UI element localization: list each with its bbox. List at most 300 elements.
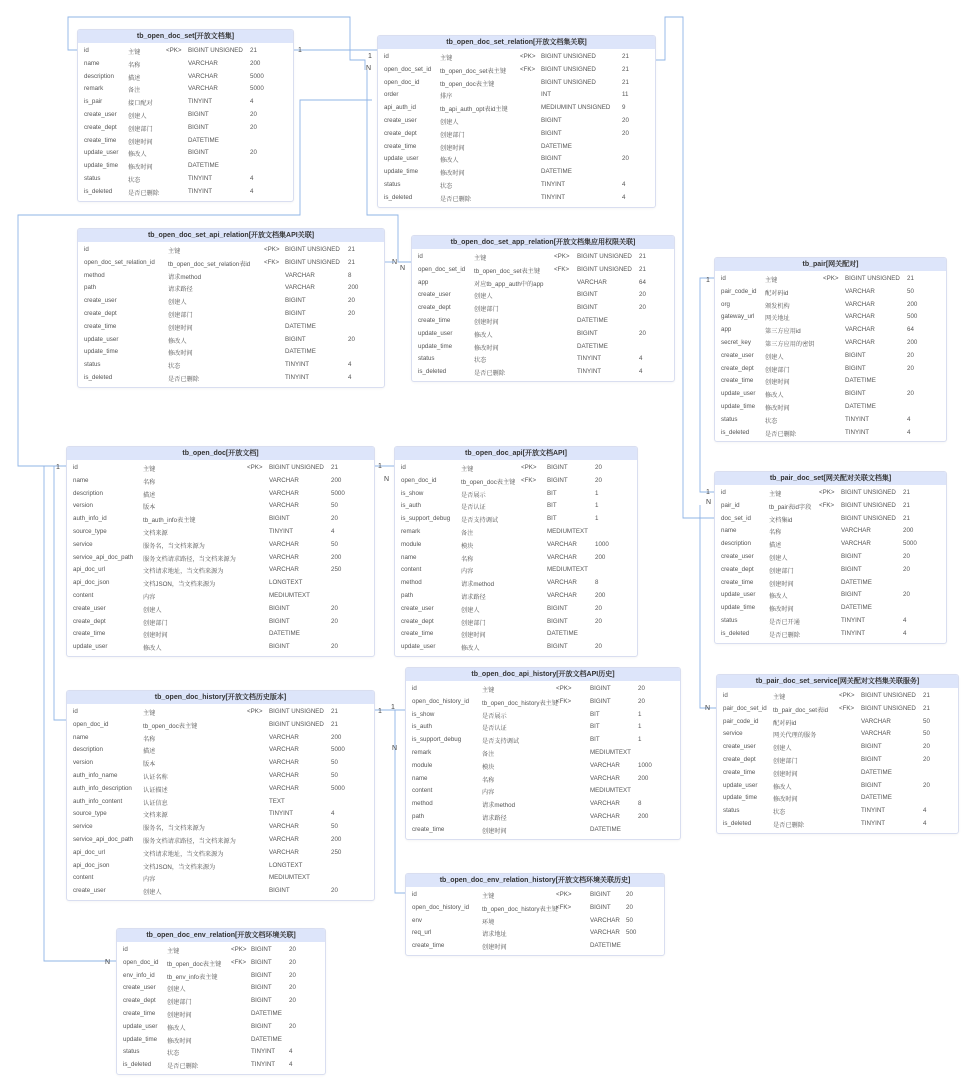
column-name: create_dept bbox=[723, 755, 756, 763]
column-length: 5000 bbox=[250, 85, 264, 93]
column-name: path bbox=[412, 812, 425, 820]
column-length: 4 bbox=[903, 629, 907, 637]
column-length: 20 bbox=[907, 351, 914, 359]
column-name: description bbox=[721, 540, 751, 548]
column-type: DATETIME bbox=[845, 377, 876, 385]
column-type: TINYINT bbox=[269, 810, 294, 818]
column-row bbox=[395, 564, 637, 577]
column-length: 9 bbox=[622, 104, 626, 112]
entity-title: tb_pair[网关配对] bbox=[715, 258, 946, 271]
column-name: create_time bbox=[123, 1009, 156, 1017]
column-row bbox=[406, 824, 680, 837]
column-name: version bbox=[73, 502, 93, 510]
column-length: 1 bbox=[595, 515, 599, 523]
column-comment: 内容 bbox=[143, 876, 156, 884]
column-row bbox=[117, 1008, 325, 1021]
column-type: TINYINT bbox=[577, 368, 602, 376]
column-name: update_user bbox=[84, 149, 119, 157]
column-length: 50 bbox=[331, 502, 338, 510]
column-key: <PK> bbox=[166, 47, 182, 54]
column-type: DATETIME bbox=[188, 136, 219, 144]
column-comment: 主键 bbox=[167, 948, 180, 955]
column-comment: 主键 bbox=[482, 687, 495, 694]
column-length: 20 bbox=[639, 304, 646, 312]
column-length: 20 bbox=[331, 643, 338, 651]
column-length: 20 bbox=[595, 476, 602, 484]
column-name: create_time bbox=[401, 630, 434, 638]
column-type: BIGINT bbox=[541, 129, 562, 137]
column-length: 20 bbox=[250, 149, 257, 157]
column-name: module bbox=[412, 761, 433, 769]
column-length: 20 bbox=[289, 946, 296, 953]
column-name: create_time bbox=[73, 630, 106, 638]
column-row bbox=[412, 264, 674, 277]
entity-t-set[interactable] bbox=[77, 29, 294, 202]
column-comment: 修改人 bbox=[168, 337, 187, 345]
column-name: service_api_doc_path bbox=[73, 553, 134, 561]
column-comment: tb_open_doc表主键 bbox=[167, 960, 222, 968]
column-comment: 文档请求地址，当文档来源为 bbox=[143, 568, 224, 576]
column-length: 50 bbox=[331, 771, 338, 779]
column-key: <FK> bbox=[819, 501, 835, 509]
column-length: 200 bbox=[331, 476, 342, 484]
column-comment: 修改人 bbox=[461, 645, 480, 653]
column-key: <PK> bbox=[819, 489, 835, 496]
column-comment: 主键 bbox=[773, 694, 786, 701]
entity-title: tb_open_doc_api_history[开放文档API历史] bbox=[406, 668, 680, 681]
cardinality-label: 1 bbox=[706, 277, 710, 284]
column-type: VARCHAR bbox=[547, 540, 577, 548]
column-comment: 主键 bbox=[128, 49, 141, 56]
column-comment: 创建部门 bbox=[765, 366, 790, 374]
column-comment: 是否已删除 bbox=[773, 821, 804, 829]
column-name: is_deleted bbox=[384, 193, 413, 201]
column-comment: 是否已删除 bbox=[168, 375, 199, 383]
column-type: BIGINT bbox=[269, 887, 290, 895]
column-name: update_user bbox=[723, 781, 758, 789]
column-name: create_user bbox=[723, 743, 756, 751]
entity-columns bbox=[406, 681, 680, 837]
column-row bbox=[406, 785, 680, 798]
column-row bbox=[67, 475, 374, 488]
column-name: is_auth bbox=[412, 723, 432, 731]
column-name: create_user bbox=[418, 291, 451, 299]
entity-t-api-hist[interactable] bbox=[405, 667, 681, 840]
column-row bbox=[715, 375, 946, 388]
column-type: BIGINT bbox=[590, 697, 611, 705]
entity-t-env-hist[interactable] bbox=[405, 873, 665, 956]
column-length: 20 bbox=[907, 364, 914, 372]
entity-t-set-app[interactable] bbox=[411, 235, 675, 382]
column-comment: 请求地址 bbox=[482, 931, 507, 939]
column-comment: 服务名，当文档来源为 bbox=[143, 825, 205, 833]
column-row bbox=[67, 539, 374, 552]
column-row bbox=[715, 589, 946, 602]
column-type: BIGINT bbox=[541, 155, 562, 163]
column-length: 20 bbox=[639, 291, 646, 299]
column-type: BIGINT bbox=[590, 685, 611, 692]
column-length: 20 bbox=[595, 604, 602, 612]
column-row bbox=[78, 308, 384, 321]
entity-title: tb_open_doc_set_relation[开放文档集关联] bbox=[378, 36, 655, 49]
entity-t-api[interactable] bbox=[394, 446, 638, 657]
column-name: description bbox=[84, 72, 114, 80]
column-name: path bbox=[84, 284, 97, 292]
column-name: create_dept bbox=[73, 617, 106, 625]
column-type: BIGINT bbox=[269, 617, 290, 625]
column-type: VARCHAR bbox=[188, 59, 218, 67]
column-row bbox=[378, 128, 655, 141]
column-type: BIGINT UNSIGNED bbox=[541, 65, 596, 73]
column-type: MEDIUMINT UNSIGNED bbox=[541, 104, 611, 112]
column-row bbox=[117, 957, 325, 970]
column-length: 21 bbox=[622, 53, 629, 60]
entity-t-pair[interactable] bbox=[714, 257, 947, 442]
column-name: module bbox=[401, 540, 422, 548]
column-type: VARCHAR bbox=[269, 733, 299, 741]
column-name: api_doc_json bbox=[73, 579, 110, 587]
column-comment: tb_open_doc_history表主键 bbox=[482, 905, 559, 913]
column-name: method bbox=[412, 800, 433, 808]
column-length: 64 bbox=[639, 278, 646, 286]
column-type: DATETIME bbox=[590, 942, 621, 950]
cardinality-label: 1 bbox=[391, 704, 395, 711]
column-row bbox=[67, 462, 374, 475]
column-type: BIGINT bbox=[251, 997, 272, 1005]
column-type: VARCHAR bbox=[841, 527, 871, 535]
column-type: MEDIUMTEXT bbox=[269, 591, 310, 599]
column-type: TINYINT bbox=[845, 415, 870, 423]
entity-t-pair-set[interactable] bbox=[714, 471, 947, 644]
entity-t-history[interactable] bbox=[66, 690, 375, 901]
column-comment: 状态 bbox=[474, 357, 487, 365]
column-row bbox=[395, 539, 637, 552]
column-name: open_doc_set_id bbox=[384, 65, 432, 73]
column-comment: 修改时间 bbox=[769, 606, 794, 614]
column-length: 1 bbox=[638, 723, 642, 731]
entity-t-set-api[interactable] bbox=[77, 228, 385, 388]
column-comment: 修改人 bbox=[167, 1024, 186, 1032]
column-name: open_doc_id bbox=[123, 958, 159, 966]
column-comment: 网关地址 bbox=[765, 315, 790, 323]
column-name: update_user bbox=[721, 390, 756, 398]
column-length: 50 bbox=[331, 759, 338, 767]
column-row bbox=[715, 286, 946, 299]
column-row bbox=[406, 709, 680, 722]
column-type: DATETIME bbox=[841, 604, 872, 612]
column-length: 20 bbox=[331, 515, 338, 523]
column-name: name bbox=[73, 733, 89, 741]
column-name: is_auth bbox=[401, 502, 421, 510]
column-row bbox=[378, 192, 655, 205]
column-type: BIT bbox=[547, 502, 557, 510]
column-row bbox=[406, 927, 664, 940]
column-comment: 创建人 bbox=[143, 606, 162, 614]
column-comment: tb_open_doc_set表主键 bbox=[440, 67, 507, 75]
column-length: 200 bbox=[907, 338, 918, 346]
column-comment: 是否已删除 bbox=[128, 189, 159, 197]
column-row bbox=[78, 372, 384, 385]
column-row bbox=[715, 337, 946, 350]
column-row bbox=[715, 487, 946, 500]
column-row bbox=[78, 282, 384, 295]
column-name: auth_info_content bbox=[73, 797, 123, 805]
column-length: 200 bbox=[638, 812, 649, 820]
column-type: BIGINT bbox=[577, 291, 598, 299]
column-length: 5000 bbox=[331, 746, 345, 754]
column-length: 5000 bbox=[331, 489, 345, 497]
column-name: open_doc_set_id bbox=[418, 265, 466, 273]
column-length: 4 bbox=[903, 616, 907, 624]
column-comment: 状态 bbox=[765, 417, 778, 425]
column-type: TINYINT bbox=[188, 174, 213, 182]
column-key: <PK> bbox=[264, 246, 280, 253]
column-comment: 颁发机构 bbox=[765, 302, 790, 310]
column-type: VARCHAR bbox=[269, 540, 299, 548]
column-name: is_pair bbox=[84, 98, 103, 106]
column-comment: 文档集id bbox=[769, 516, 793, 524]
column-row bbox=[378, 77, 655, 90]
column-name: update_user bbox=[73, 643, 108, 651]
column-type: TINYINT bbox=[541, 180, 566, 188]
column-row bbox=[717, 767, 958, 780]
column-name: org bbox=[721, 300, 730, 308]
column-comment: 创建部门 bbox=[167, 999, 192, 1007]
column-comment: 创建时间 bbox=[128, 138, 153, 146]
column-type: VARCHAR bbox=[269, 784, 299, 792]
column-type: BIGINT UNSIGNED bbox=[269, 720, 324, 728]
entity-t-set-rel[interactable] bbox=[377, 35, 656, 208]
column-name: pair_code_id bbox=[723, 717, 759, 725]
column-type: BIGINT UNSIGNED bbox=[285, 258, 340, 266]
column-comment: 创建时间 bbox=[482, 944, 507, 952]
column-comment: 第三方应用的密钥 bbox=[765, 340, 815, 348]
column-name: method bbox=[401, 579, 422, 587]
column-name: create_dept bbox=[84, 123, 117, 131]
column-comment: 主键 bbox=[482, 893, 495, 900]
column-comment: 主键 bbox=[765, 277, 778, 284]
column-row bbox=[117, 982, 325, 995]
column-comment: 第三方应用id bbox=[765, 328, 801, 336]
column-length: 21 bbox=[331, 708, 338, 715]
column-type: BIGINT bbox=[861, 755, 882, 763]
column-row bbox=[715, 500, 946, 513]
column-name: name bbox=[401, 553, 417, 561]
column-length: 250 bbox=[331, 848, 342, 856]
column-comment: 配对码id bbox=[773, 719, 797, 727]
column-row bbox=[78, 173, 293, 186]
column-row bbox=[717, 754, 958, 767]
column-type: DATETIME bbox=[577, 316, 608, 324]
column-row bbox=[717, 728, 958, 741]
column-comment: 创建部门 bbox=[769, 567, 794, 575]
column-length: 4 bbox=[289, 1048, 293, 1056]
column-comment: 是否已删除 bbox=[765, 430, 796, 438]
column-name: content bbox=[401, 566, 422, 574]
column-row bbox=[67, 500, 374, 513]
column-name: secret_key bbox=[721, 338, 751, 346]
column-length: 20 bbox=[903, 591, 910, 599]
column-length: 50 bbox=[626, 916, 633, 924]
column-row bbox=[406, 940, 664, 953]
column-length: 21 bbox=[639, 265, 646, 273]
entity-columns bbox=[378, 49, 655, 205]
column-comment: 修改人 bbox=[474, 331, 493, 339]
column-key: <FK> bbox=[556, 903, 572, 911]
column-comment: 创建时间 bbox=[143, 632, 168, 640]
column-row bbox=[715, 564, 946, 577]
column-length: 20 bbox=[626, 891, 633, 898]
column-row bbox=[378, 64, 655, 77]
column-name: description bbox=[73, 746, 103, 754]
column-length: 21 bbox=[331, 464, 338, 471]
column-length: 11 bbox=[622, 91, 629, 99]
column-name: pair_id bbox=[721, 501, 740, 509]
column-comment: 主键 bbox=[461, 466, 474, 473]
column-length: 1000 bbox=[595, 540, 609, 548]
column-key: <PK> bbox=[823, 275, 839, 282]
column-row bbox=[412, 353, 674, 366]
column-type: VARCHAR bbox=[590, 916, 620, 924]
relationship-line bbox=[395, 710, 405, 893]
column-name: create_user bbox=[84, 297, 117, 305]
column-length: 21 bbox=[348, 258, 355, 266]
column-comment: 是否支持调试 bbox=[482, 738, 520, 746]
column-type: VARCHAR bbox=[285, 284, 315, 292]
entity-t-pair-svc[interactable] bbox=[716, 674, 959, 834]
column-row bbox=[406, 683, 680, 696]
column-name: create_time bbox=[418, 316, 451, 324]
column-comment: 名称 bbox=[143, 478, 156, 486]
column-type: BIGINT bbox=[577, 329, 598, 337]
column-type: DATETIME bbox=[861, 768, 892, 776]
column-length: 20 bbox=[289, 997, 296, 1005]
column-type: BIGINT UNSIGNED bbox=[845, 275, 900, 282]
column-comment: 状态 bbox=[167, 1050, 180, 1058]
column-length: 20 bbox=[331, 617, 338, 625]
column-row bbox=[715, 363, 946, 376]
column-name: service bbox=[723, 730, 743, 738]
column-type: DATETIME bbox=[285, 348, 316, 356]
column-name: status bbox=[384, 180, 401, 188]
column-name: create_user bbox=[123, 984, 156, 992]
column-row bbox=[78, 71, 293, 84]
column-row bbox=[67, 847, 374, 860]
column-length: 4 bbox=[622, 180, 626, 188]
column-comment: tb_api_auth_opt表id主键 bbox=[440, 106, 508, 114]
column-name: update_user bbox=[401, 643, 436, 651]
column-name: source_type bbox=[73, 527, 107, 535]
column-row bbox=[67, 885, 374, 898]
column-comment: 修改人 bbox=[143, 645, 162, 653]
column-row bbox=[67, 577, 374, 590]
entity-t-env[interactable] bbox=[116, 928, 326, 1075]
column-type: BIGINT UNSIGNED bbox=[188, 47, 243, 54]
entity-t-doc[interactable] bbox=[66, 446, 375, 657]
column-comment: 认证描述 bbox=[143, 786, 168, 794]
column-length: 21 bbox=[923, 692, 930, 699]
column-name: update_user bbox=[123, 1022, 158, 1030]
column-key: <PK> bbox=[556, 685, 572, 692]
column-name: create_user bbox=[401, 604, 434, 612]
column-type: TINYINT bbox=[861, 807, 886, 815]
column-row bbox=[715, 628, 946, 641]
column-length: 200 bbox=[348, 284, 359, 292]
column-type: MEDIUMTEXT bbox=[547, 527, 588, 535]
column-key: <PK> bbox=[231, 946, 247, 953]
column-name: create_user bbox=[384, 116, 417, 124]
entity-columns bbox=[117, 942, 325, 1072]
column-row bbox=[78, 295, 384, 308]
column-type: VARCHAR bbox=[269, 489, 299, 497]
column-type: DATETIME bbox=[590, 825, 621, 833]
column-row bbox=[67, 744, 374, 757]
column-type: BIGINT bbox=[841, 591, 862, 599]
column-row bbox=[117, 995, 325, 1008]
column-comment: 创建人 bbox=[769, 554, 788, 562]
column-comment: 配对码id bbox=[765, 289, 789, 297]
column-name: id bbox=[418, 253, 423, 260]
column-length: 250 bbox=[331, 566, 342, 574]
column-key: <FK> bbox=[839, 704, 855, 712]
column-type: BIGINT bbox=[845, 351, 866, 359]
column-comment: 主键 bbox=[769, 491, 782, 498]
column-comment: 修改人 bbox=[440, 157, 459, 165]
column-type: VARCHAR bbox=[269, 771, 299, 779]
column-row bbox=[717, 741, 958, 754]
column-row bbox=[67, 770, 374, 783]
column-length: 20 bbox=[622, 129, 629, 137]
column-name: req_url bbox=[412, 929, 432, 937]
column-row bbox=[67, 526, 374, 539]
column-row bbox=[395, 462, 637, 475]
column-comment: 认证名称 bbox=[143, 773, 168, 781]
column-row bbox=[406, 773, 680, 786]
column-row bbox=[406, 798, 680, 811]
column-length: 500 bbox=[907, 313, 918, 321]
column-row bbox=[395, 526, 637, 539]
column-row bbox=[406, 902, 664, 915]
column-type: BIGINT UNSIGNED bbox=[577, 253, 632, 260]
column-row bbox=[395, 641, 637, 654]
entity-title: tb_open_doc_env_relation_history[开放文档环境关联历史] bbox=[406, 874, 664, 887]
column-comment: 创建人 bbox=[143, 889, 162, 897]
column-name: create_time bbox=[723, 768, 756, 776]
column-name: create_time bbox=[84, 136, 117, 144]
column-row bbox=[378, 179, 655, 192]
column-row bbox=[78, 109, 293, 122]
column-row bbox=[67, 821, 374, 834]
column-row bbox=[67, 628, 374, 641]
column-type: BIGINT bbox=[269, 643, 290, 651]
column-comment: 创建时间 bbox=[765, 379, 790, 387]
column-row bbox=[406, 811, 680, 824]
column-name: update_time bbox=[418, 342, 453, 350]
column-comment: 创建时间 bbox=[474, 318, 499, 326]
column-comment: 创建人 bbox=[765, 353, 784, 361]
column-type: BIT bbox=[590, 723, 600, 731]
column-comment: 文档请求地址，当文档来源为 bbox=[143, 850, 224, 858]
column-name: create_time bbox=[384, 142, 417, 150]
column-row bbox=[78, 160, 293, 173]
column-type: VARCHAR bbox=[590, 761, 620, 769]
column-comment: 认证信息 bbox=[143, 799, 168, 807]
column-comment: 是否认证 bbox=[461, 504, 486, 512]
column-comment: tb_env_info表主键 bbox=[167, 973, 218, 981]
column-length: 4 bbox=[250, 174, 254, 182]
column-row bbox=[67, 860, 374, 873]
column-comment: 名称 bbox=[482, 776, 495, 784]
